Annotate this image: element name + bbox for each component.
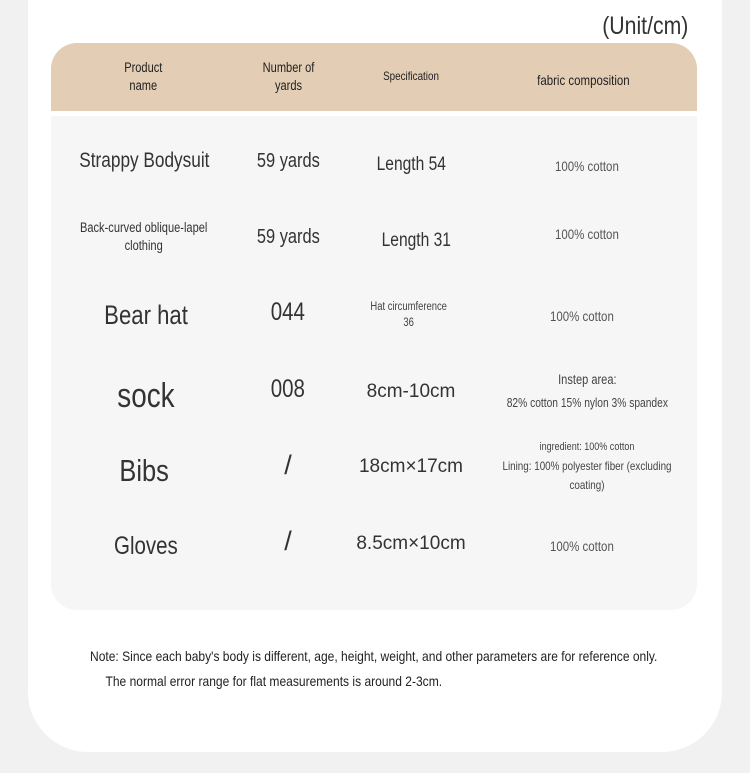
- measurement-note: [90, 644, 657, 694]
- size-table: [51, 43, 697, 610]
- spec-cell: 8.5cm×10cm: [356, 532, 466, 554]
- product-cell: sock: [117, 376, 175, 415]
- header-fabric-composition: fabric composition: [537, 71, 630, 88]
- table-header: [51, 43, 697, 111]
- yards-cell: /: [284, 450, 292, 481]
- note-line-2: The normal error range for flat measurements is around 2-3cm.: [105, 673, 443, 689]
- yards-cell: 008: [270, 374, 306, 403]
- unit-label: (Unit/cm): [601, 12, 688, 40]
- yards-cell: /: [284, 526, 292, 557]
- yards-cell: 59 yards: [256, 226, 320, 248]
- header-product-name: Product name: [124, 60, 163, 93]
- note-line-1: Note: Since each baby's body is different, age, height, weight, and other parameters are for reference only.: [90, 648, 658, 664]
- product-cell: Bibs: [119, 452, 169, 488]
- fabric-cell: 100% cotton: [550, 537, 614, 554]
- spec-cell: Hat circumference 36: [370, 301, 448, 329]
- spec-cell: 18cm×17cm: [358, 455, 464, 477]
- header-divider: [51, 111, 697, 116]
- header-specification: Specification: [383, 69, 439, 84]
- spec-cell: 8cm-10cm: [366, 380, 456, 402]
- product-cell: Back-curved oblique-lapel clothing: [80, 220, 208, 253]
- yards-cell: 044: [270, 297, 306, 326]
- fabric-cell: 100% cotton: [555, 225, 619, 242]
- product-cell: Strappy Bodysuit: [78, 149, 210, 173]
- fabric-cell: 100% cotton: [550, 307, 614, 324]
- fabric-cell: Instep area: 82% cotton 15% nylon 3% spandex: [506, 371, 668, 410]
- spec-cell: Length 31: [381, 229, 451, 251]
- spec-cell: Length 54: [376, 153, 446, 175]
- product-cell: Bear hat: [104, 300, 188, 331]
- product-cell: Gloves: [114, 531, 178, 560]
- yards-cell: 59 yards: [256, 150, 320, 172]
- fabric-cell: ingredient: 100% cotton Lining: 100% polyester fiber (excluding coating): [502, 441, 672, 492]
- header-number-of-yards: Number of yards: [262, 60, 315, 93]
- fabric-cell: 100% cotton: [555, 157, 619, 174]
